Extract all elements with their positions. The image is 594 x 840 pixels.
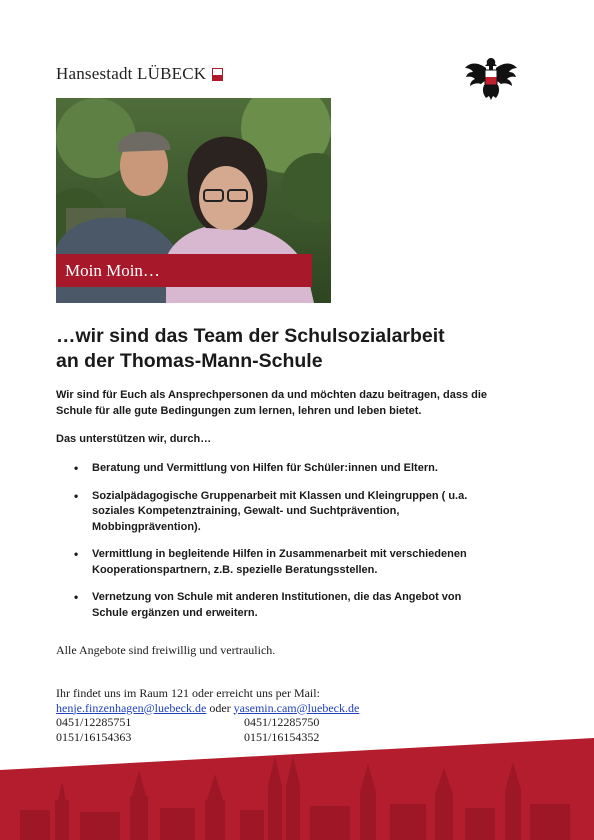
brand-text: Hansestadt LÜBECK: [56, 64, 207, 83]
headline-line-1: …wir sind das Team der Schulsozialarbeit: [56, 325, 445, 347]
service-list: [56, 461, 496, 633]
brand-wordmark: [56, 64, 223, 84]
phone-1a: 0451/12285751: [56, 715, 132, 729]
headline: [56, 324, 536, 374]
email-link-2[interactable]: yasemin.cam@luebeck.de: [233, 700, 360, 715]
email-connector: oder: [206, 700, 234, 715]
list-item: • Beratung und Vermittlung von Hilfen für Schüler:innen und Eltern.: [56, 461, 496, 477]
phone-row-1: [56, 715, 359, 730]
list-item: • Vermittlung in begleitende Hilfen in Zusammenarbeit mit verschiedenen Kooperationspartnern, z.B. spezielle Beratungsstellen.: [56, 547, 496, 578]
email-link-1[interactable]: henje.finzenhagen@luebeck.de: [56, 700, 207, 715]
confidentiality-note: Alle Angebote sind freiwillig und vertraulich.: [56, 643, 276, 657]
phone-1b: 0451/12285750: [244, 715, 320, 729]
headline-line-2: an der Thomas-Mann-Schule: [56, 350, 323, 372]
contact-intro: Ihr findet uns im Raum 121 oder erreicht uns per Mail:: [56, 686, 320, 700]
phone-2a: 0151/16154363: [56, 729, 132, 744]
eagle-crest-icon: [464, 52, 518, 102]
city-skyline-footer: [0, 730, 594, 840]
phone-2b: 0151/16154352: [244, 729, 320, 744]
brand-flag-icon: [212, 68, 223, 81]
photo-banner: Moin Moin…: [56, 254, 312, 287]
list-item: • Sozialpädagogische Gruppenarbeit mit Klassen und Kleingruppen ( u.a. soziales Kompetenztraining, Gewalt- und Suchtprävention, Mobbingprävention).: [56, 489, 496, 536]
list-item: • Vernetzung von Schule mit anderen Institutionen, die das Angebot von Schule ergänzen und erweitern.: [56, 590, 496, 621]
team-photo: [56, 98, 331, 303]
intro-paragraph: Wir sind für Euch als Ansprechpersonen da und möchten dazu beitragen, dass die Schule für alle gute Bedingungen zum lernen, lehren und leben bietet.: [56, 389, 488, 417]
lead-text: Das unterstützen wir, durch…: [56, 433, 212, 445]
